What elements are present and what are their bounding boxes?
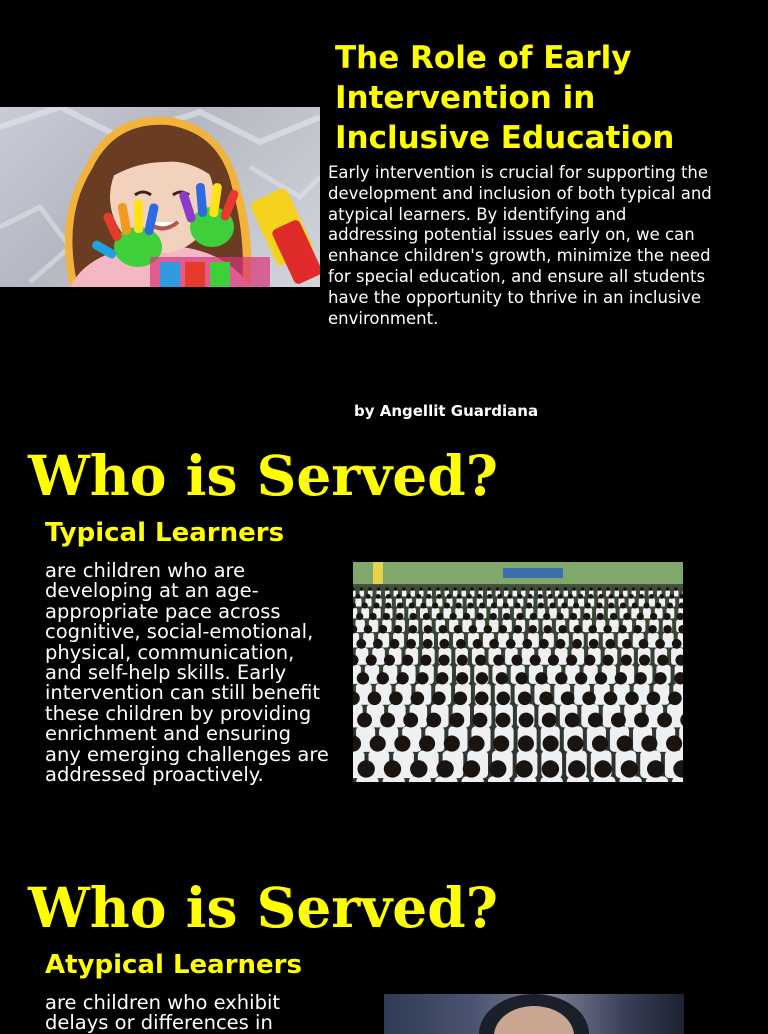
child-painted-hands-illustration <box>0 107 320 287</box>
subheading-typical-learners: Typical Learners <box>45 517 284 549</box>
section-heading-atypical: Who is Served? <box>28 878 498 938</box>
students-crowd-illustration <box>353 562 683 782</box>
portrait-illustration <box>384 994 684 1034</box>
page-title: The Role of Early Intervention in Inclusive Education <box>335 38 755 158</box>
author-byline: by Angellit Guardiana <box>354 402 538 420</box>
intro-paragraph: Early intervention is crucial for supporting the development and inclusion of both typical and atypical learners. By identifying and addressing potential issues early on, we can enhance children's growth, minimize the need for special education, and ensure all students have the opportunity to thrive in an inclusive environment. <box>328 163 718 329</box>
typical-learners-description: are children who are developing at an age-appropriate pace across cognitive, social-emotional, physical, communication, and self-help skills. Early intervention can still benefit these children by providing enrichment and ensuring any emerging challenges are addressed proactively. <box>45 561 330 785</box>
atypical-learners-description: are children who exhibit delays or differences in <box>45 993 330 1034</box>
subheading-atypical-learners: Atypical Learners <box>45 949 302 981</box>
section-heading-typical: Who is Served? <box>28 446 498 506</box>
hero-photo-child-painted-hands <box>0 107 320 287</box>
portrait-photo <box>384 994 684 1034</box>
students-crowd-photo <box>353 562 683 782</box>
